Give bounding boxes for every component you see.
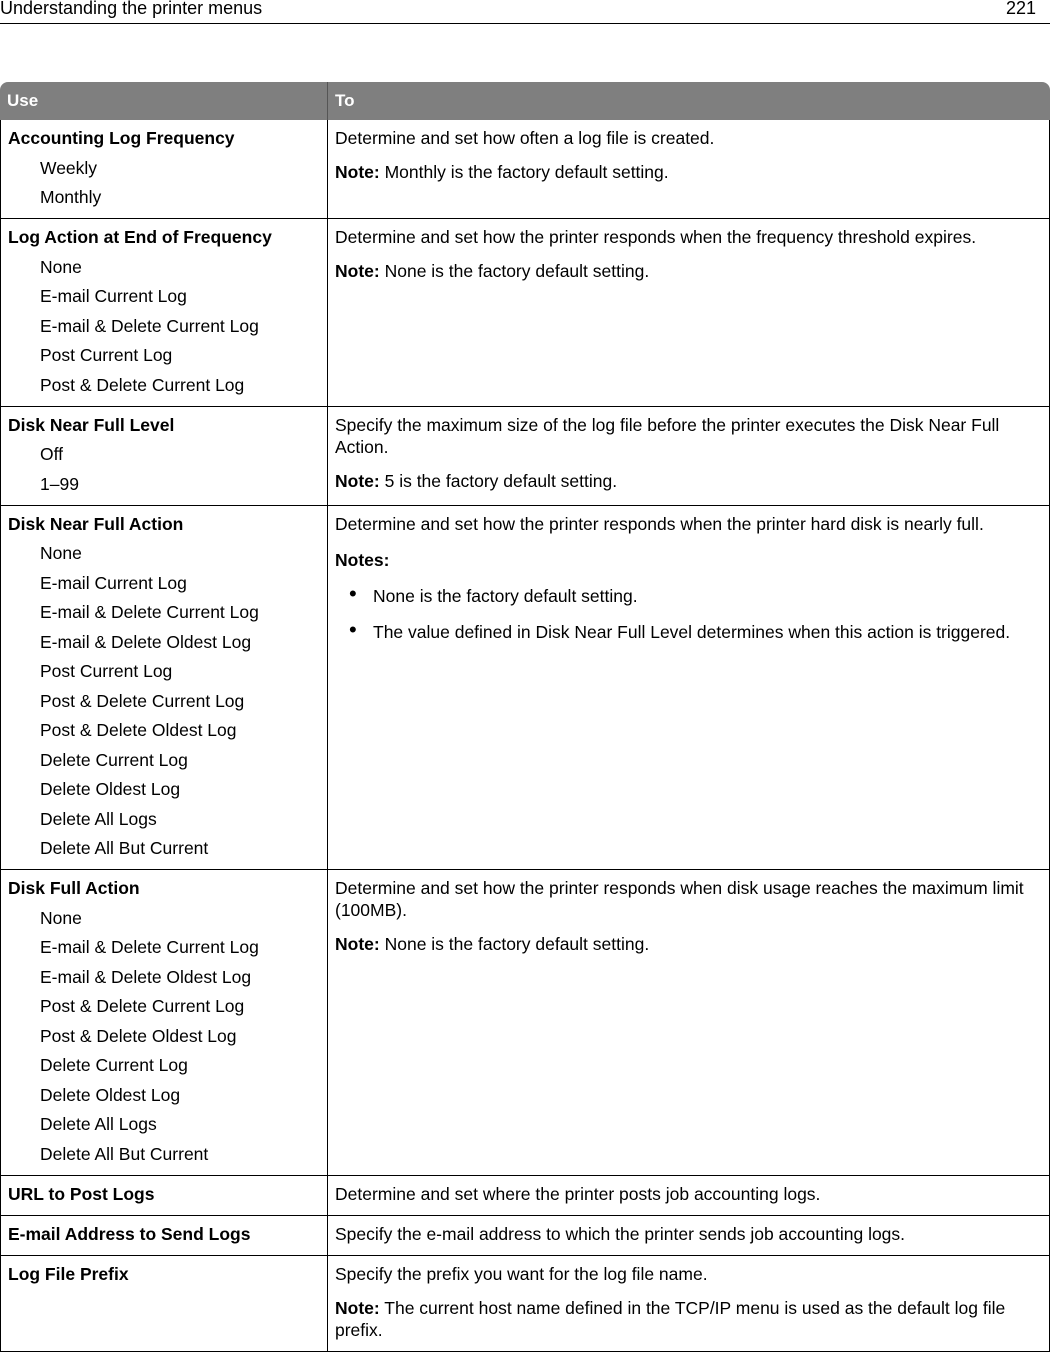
use-cell bbox=[0, 1176, 328, 1216]
setting-name: Log Action at End of Frequency bbox=[8, 227, 272, 247]
setting-name: E-mail Address to Send Logs bbox=[8, 1223, 251, 1244]
note bbox=[335, 470, 1043, 492]
setting-option: Post & Delete Current Log bbox=[40, 690, 245, 711]
notes-list bbox=[335, 585, 1043, 643]
setting-option: Post Current Log bbox=[40, 661, 173, 681]
setting-name: Log File Prefix bbox=[8, 1263, 129, 1284]
use-cell bbox=[0, 870, 328, 1176]
description-cell bbox=[328, 1176, 1050, 1216]
description-cell bbox=[328, 870, 1050, 1176]
description-cell bbox=[328, 1216, 1050, 1256]
setting-option: E-mail & Delete Oldest Log bbox=[40, 631, 252, 652]
note-label: Note: bbox=[335, 261, 380, 281]
use-cell bbox=[0, 506, 328, 871]
table-row bbox=[0, 407, 1050, 506]
setting-option: Delete All But Current bbox=[40, 1143, 209, 1164]
setting-name: Accounting Log Frequency bbox=[8, 128, 235, 148]
note-label: Note: bbox=[335, 934, 380, 954]
setting-option: E-mail Current Log bbox=[40, 572, 187, 593]
setting-option: Monthly bbox=[40, 187, 102, 207]
note bbox=[335, 1297, 1043, 1341]
setting-option: Post & Delete Oldest Log bbox=[40, 720, 237, 740]
table-row bbox=[0, 1176, 1050, 1216]
table-row bbox=[0, 120, 1050, 219]
column-header-to: To bbox=[328, 82, 1050, 120]
description-text: Determine and set how the printer responds when the printer hard disk is nearly full. bbox=[335, 513, 984, 534]
page-header bbox=[0, 0, 1050, 24]
setting-option: Delete All Logs bbox=[40, 808, 157, 829]
description-text: Determine and set how often a log file is created. bbox=[335, 128, 715, 148]
note-text: Monthly is the factory default setting. bbox=[384, 162, 669, 182]
setting-option: None bbox=[40, 256, 82, 277]
description-cell bbox=[328, 1256, 1050, 1352]
table-row bbox=[0, 1216, 1050, 1256]
setting-name: Disk Near Full Action bbox=[8, 513, 184, 534]
description-text: Determine and set where the printer posts job accounting logs. bbox=[335, 1183, 821, 1204]
note-label: Note: bbox=[335, 470, 380, 491]
setting-option: None bbox=[40, 543, 82, 563]
description-text: Specify the maximum size of the log file before the printer executes the Disk Near Full Action. bbox=[335, 414, 1000, 457]
setting-option: None bbox=[40, 907, 82, 928]
setting-name: Disk Near Full Level bbox=[8, 414, 175, 435]
use-cell bbox=[0, 407, 328, 506]
table-header-row bbox=[0, 82, 1050, 120]
description-text: Specify the e-mail address to which the printer sends job accounting logs. bbox=[335, 1223, 906, 1244]
description-text: Determine and set how the printer responds when disk usage reaches the maximum limit (100MB). bbox=[335, 878, 1024, 920]
setting-option: E-mail & Delete Current Log bbox=[40, 937, 259, 957]
setting-option: E-mail & Delete Current Log bbox=[40, 602, 259, 622]
note-label: Note: bbox=[335, 1297, 380, 1318]
setting-option: Delete Oldest Log bbox=[40, 1084, 181, 1105]
setting-option: E-mail & Delete Current Log bbox=[40, 315, 259, 336]
use-cell bbox=[0, 219, 328, 407]
note-text: The current host name defined in the TCP/IP menu is used as the default log file prefix. bbox=[335, 1297, 1006, 1340]
setting-option: Delete Current Log bbox=[40, 1055, 188, 1075]
menu-table bbox=[0, 82, 1050, 1352]
setting-option: Off bbox=[40, 444, 64, 464]
note-text: None is the factory default setting. bbox=[384, 261, 650, 281]
setting-option: Post & Delete Current Log bbox=[40, 996, 245, 1016]
setting-option: Delete Current Log bbox=[40, 749, 188, 770]
notes-list-item: • The value defined in Disk Near Full Level determines when this action is triggered. bbox=[335, 621, 1043, 643]
description-cell bbox=[328, 407, 1050, 506]
description-text: Determine and set how the printer responds when the frequency threshold expires. bbox=[335, 227, 977, 247]
table-row bbox=[0, 219, 1050, 407]
description-text: Specify the prefix you want for the log file name. bbox=[335, 1263, 708, 1284]
note bbox=[335, 933, 1043, 955]
setting-option: Post & Delete Current Log bbox=[40, 374, 245, 395]
setting-option: Post Current Log bbox=[40, 345, 173, 365]
setting-name: URL to Post Logs bbox=[8, 1183, 155, 1204]
notes-label: Notes: bbox=[335, 549, 390, 570]
setting-option: E-mail Current Log bbox=[40, 286, 187, 306]
setting-option: Delete All Logs bbox=[40, 1114, 157, 1134]
use-cell bbox=[0, 120, 328, 219]
setting-option: 1–99 bbox=[40, 473, 79, 494]
notes-list-item: • None is the factory default setting. bbox=[335, 585, 1043, 607]
description-cell bbox=[328, 219, 1050, 407]
note-label: Note: bbox=[335, 162, 380, 182]
description-cell bbox=[328, 120, 1050, 219]
table-row bbox=[0, 870, 1050, 1176]
use-cell bbox=[0, 1216, 328, 1256]
note bbox=[335, 260, 1043, 282]
column-header-use: Use bbox=[0, 82, 328, 120]
note bbox=[335, 161, 1043, 183]
page-header-title: Understanding the printer menus bbox=[0, 0, 263, 18]
description-cell bbox=[328, 506, 1050, 871]
note-text: 5 is the factory default setting. bbox=[384, 470, 618, 491]
note-text: None is the factory default setting. bbox=[384, 934, 650, 954]
table-row bbox=[0, 1256, 1050, 1352]
setting-name: Disk Full Action bbox=[8, 878, 140, 898]
table-row bbox=[0, 506, 1050, 871]
setting-option: E-mail & Delete Oldest Log bbox=[40, 966, 252, 987]
setting-option: Post & Delete Oldest Log bbox=[40, 1025, 237, 1046]
setting-option: Delete Oldest Log bbox=[40, 779, 181, 799]
setting-option: Weekly bbox=[40, 157, 98, 178]
setting-option: Delete All But Current bbox=[40, 838, 209, 858]
use-cell bbox=[0, 1256, 328, 1352]
page-number: 221 bbox=[1005, 0, 1036, 18]
